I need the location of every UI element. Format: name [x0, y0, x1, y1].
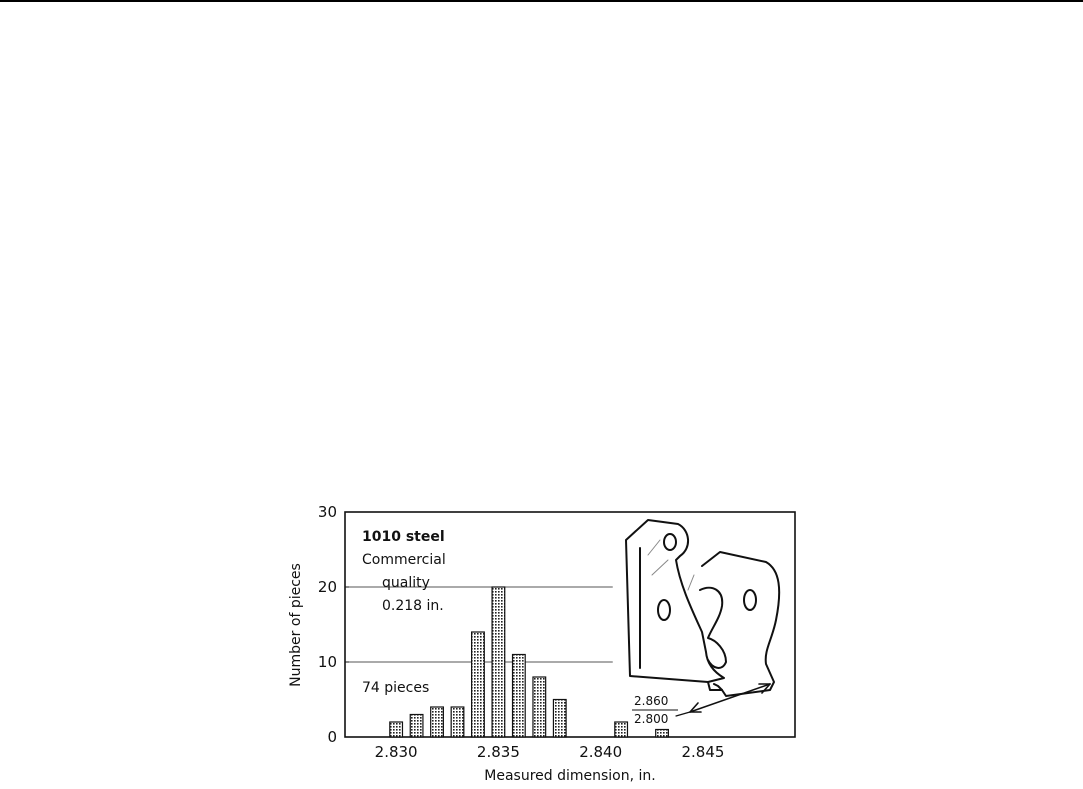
- bar-2.836: [513, 655, 526, 738]
- bar-2.831: [410, 715, 423, 738]
- x-axis-label: Measured dimension, in.: [484, 768, 656, 784]
- x-tick-2.845: 2.845: [681, 743, 725, 761]
- annotation-quality-line2: quality: [382, 575, 430, 591]
- annotation-material: 1010 steel: [362, 529, 445, 545]
- inset-dimension-lower: 2.800: [634, 712, 669, 726]
- bar-2.832: [431, 707, 444, 737]
- y-tick-30: 30: [317, 503, 337, 521]
- bar-2.838: [553, 700, 566, 738]
- inset-dimension-upper: 2.860: [634, 694, 669, 708]
- bar-2.843: [656, 730, 669, 738]
- annotation-thickness: 0.218 in.: [382, 598, 444, 614]
- bar-2.837: [533, 677, 546, 737]
- y-tick-20: 20: [317, 578, 337, 596]
- bar-2.834: [472, 632, 485, 737]
- plot-frame: [345, 512, 795, 737]
- bar-2.830: [390, 722, 403, 737]
- annotation-count: 74 pieces: [362, 680, 430, 696]
- y-axis-label: Number of pieces: [288, 563, 304, 687]
- bar-2.841: [615, 722, 628, 737]
- x-tick-2.835: 2.835: [476, 743, 520, 761]
- x-tick-2.830: 2.830: [374, 743, 418, 761]
- x-tick-labels: [375, 743, 725, 761]
- annotation-quality-line1: Commercial: [362, 552, 446, 568]
- y-tick-0: 0: [327, 728, 337, 746]
- bar-2.833: [451, 707, 464, 737]
- bar-2.835: [492, 587, 505, 737]
- x-tick-2.840: 2.840: [579, 743, 623, 761]
- y-tick-10: 10: [317, 653, 337, 671]
- bracket-part-illustration: [626, 520, 779, 716]
